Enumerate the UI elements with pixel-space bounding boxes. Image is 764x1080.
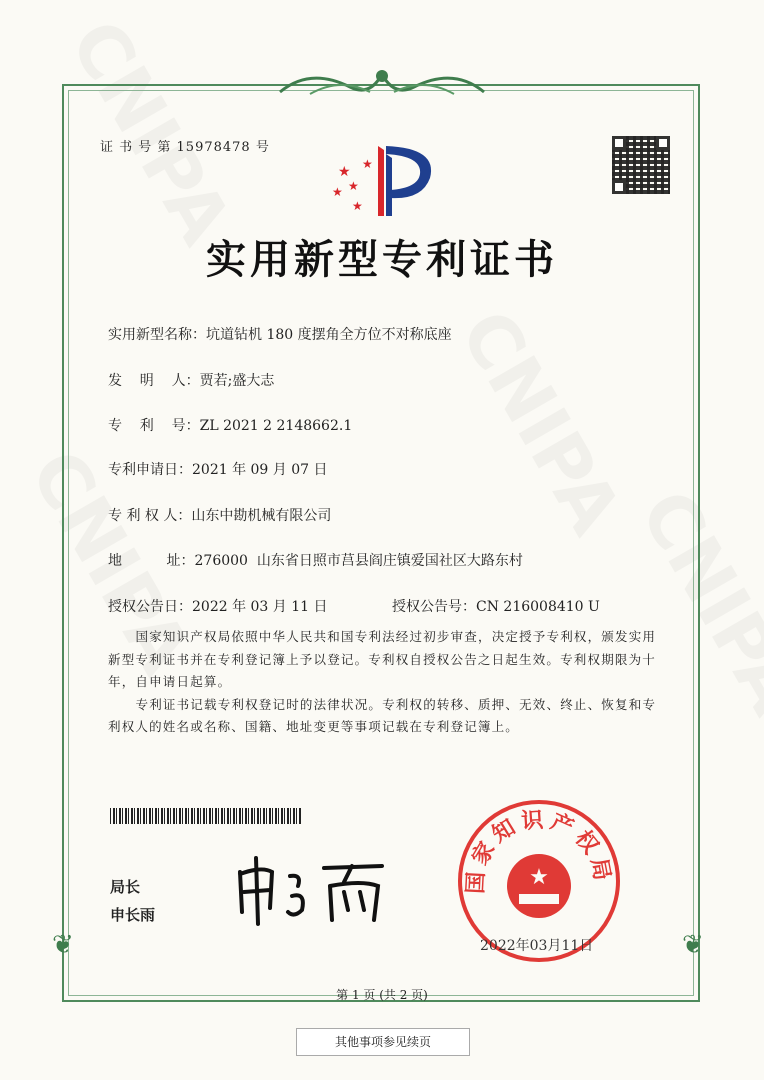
- svg-text:★: ★: [332, 185, 343, 199]
- director-signature-icon: [232, 852, 392, 926]
- field-label: 专 利 号：: [108, 418, 200, 434]
- corner-ornament-icon: ❦: [52, 930, 74, 960]
- page-number: 第 1 页 (共 2 页): [336, 988, 428, 1002]
- qr-code: [612, 136, 670, 194]
- field-inventor: [108, 370, 274, 390]
- certificate-statement: [108, 626, 668, 739]
- certificate-title: 实用新型专利证书: [206, 236, 558, 283]
- field-label: 专 利 权 人：: [108, 508, 192, 524]
- field-application-date: [108, 459, 328, 479]
- field-label: 发 明 人：: [108, 373, 200, 389]
- director-name: 申长雨: [110, 906, 156, 924]
- cnipa-logo-icon: [330, 138, 440, 218]
- svg-text:★: ★: [362, 157, 373, 171]
- field-label: 授权公告号：: [392, 599, 476, 615]
- continued-note: 其他事项参见续页: [296, 1028, 470, 1056]
- director-title: 局长: [110, 878, 141, 896]
- seal-date: 2022年03月11日: [480, 938, 594, 954]
- corner-ornament-icon: ❦: [682, 930, 704, 960]
- field-label: 实用新型名称：: [108, 327, 206, 343]
- field-patent-number: [108, 415, 352, 435]
- field-grant-number: [392, 596, 600, 616]
- svg-text:★: ★: [529, 865, 549, 890]
- svg-text:★: ★: [352, 199, 363, 213]
- seal-text: 国家知识产权局: [462, 806, 616, 895]
- field-patentee: [108, 505, 331, 525]
- field-address: [108, 550, 523, 570]
- field-value: 坑道钻机 180 度摆角全方位不对称底座: [206, 327, 452, 343]
- field-label: 授权公告日：: [108, 599, 192, 615]
- svg-text:★: ★: [348, 179, 359, 193]
- svg-text:★: ★: [338, 164, 351, 180]
- barcode: [110, 808, 302, 824]
- statement-paragraph: 专利证书记载专利权登记时的法律状况。专利权的转移、质押、无效、终止、恢复和专利权人的姓名或名称、国籍、地址变更等事项记载在专利登记簿上。: [108, 696, 657, 734]
- field-grant-date: [108, 596, 328, 616]
- field-value: CN 216008410 U: [476, 599, 600, 615]
- top-ornament-icon: [270, 62, 494, 106]
- statement-paragraph: 国家知识产权局依照中华人民共和国专利法经过初步审查，决定授予专利权，颁发实用新型专利证书并在专利登记簿上予以登记。专利权自授权公告之日起生效。专利权期限为十年，自申请日起算。: [108, 629, 657, 689]
- field-label: 地 址：: [108, 553, 195, 569]
- field-value: ZL 2021 2 2148662.1: [199, 418, 353, 434]
- field-label: 专利申请日：: [108, 462, 192, 478]
- field-utility-model-name: [108, 324, 452, 344]
- field-value: 贾若;盛大志: [199, 373, 275, 389]
- field-value: 山东中勘机械有限公司: [191, 508, 332, 524]
- certificate-number: 证 书 号 第 15978478 号: [100, 140, 270, 155]
- field-value: 276000 山东省日照市莒县阎庄镇爱国社区大路东村: [194, 553, 523, 569]
- field-value: 2021 年 09 月 07 日: [192, 462, 328, 478]
- field-value: 2022 年 03 月 11 日: [192, 599, 328, 615]
